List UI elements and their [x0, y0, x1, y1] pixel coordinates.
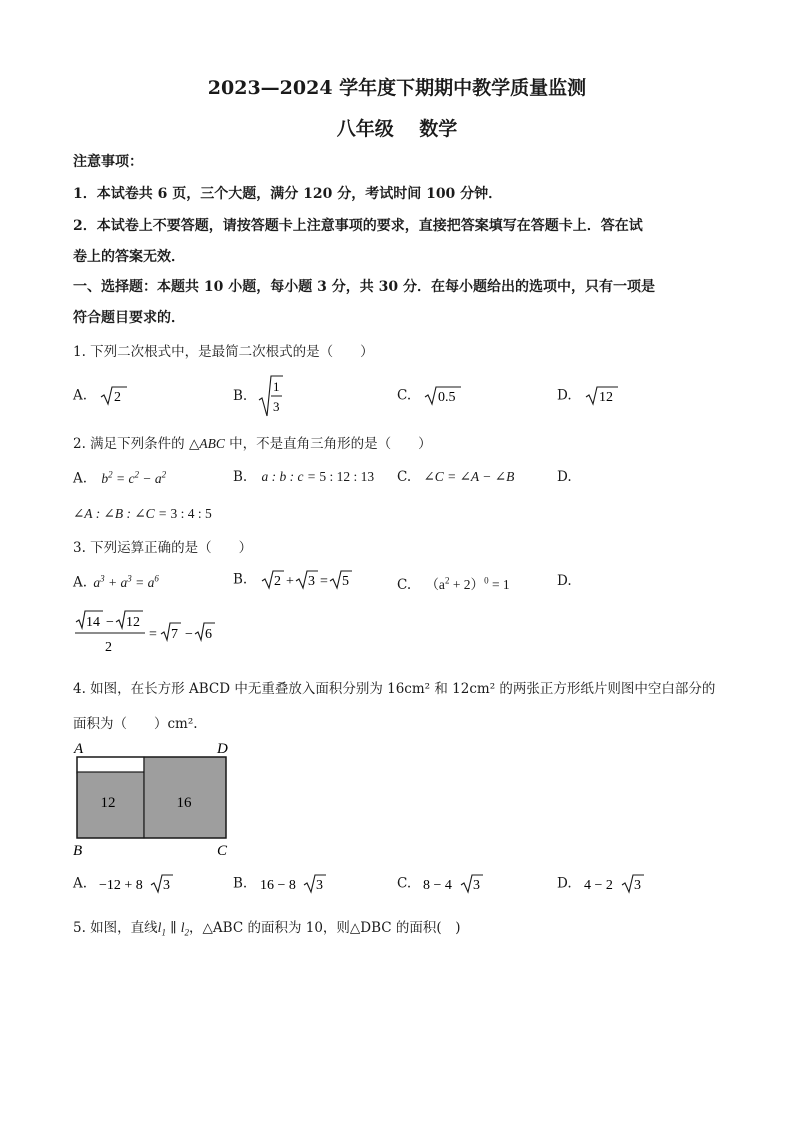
q4-a-math: [97, 873, 177, 895]
svg-text:0.5: 0.5: [438, 390, 456, 405]
svg-text:7: 7: [171, 627, 178, 642]
q3-option-a: [73, 573, 159, 591]
option-label: C.: [397, 577, 412, 593]
q5-stem-head: 5. 如图，直线: [73, 920, 158, 936]
option-label: D.: [557, 387, 572, 404]
svg-text:2: 2: [105, 640, 112, 655]
square-small-label: 12: [100, 795, 116, 811]
q4-option-b: [233, 873, 328, 895]
option-label: B.: [233, 388, 248, 404]
option-label: B.: [233, 571, 248, 588]
q3-c-math: $(a^2 + 2)^0 = 1$: [425, 575, 510, 592]
vertex-d-label: D: [217, 741, 228, 757]
option-label: C.: [397, 387, 412, 404]
svg-text:=: =: [319, 574, 328, 589]
svg-text:3: 3: [473, 878, 481, 893]
q2-option-d: [557, 469, 572, 485]
question-4-stem-line-2: 面积为（ ）cm².: [73, 716, 198, 732]
q1-a-math: [99, 385, 129, 407]
option-label: B.: [233, 469, 248, 485]
q3-option-d: [557, 573, 572, 589]
q1-a-radicand: 2: [114, 390, 122, 405]
svg-text:1: 1: [272, 379, 280, 394]
svg-text:12: 12: [126, 615, 140, 630]
option-label: A.: [73, 574, 88, 591]
q3-a-math: $a^3 + a^3 = a^6$: [93, 573, 159, 590]
q5-line-l1: $l_1$: [157, 920, 166, 938]
q3-option-b: [233, 569, 372, 591]
vertex-b-label: B: [73, 843, 83, 859]
q3-option-c: [397, 573, 510, 593]
q2-triangle: △ABC: [188, 436, 225, 451]
svg-text:+: +: [285, 574, 294, 589]
option-label: A.: [73, 875, 88, 892]
svg-text:−12 + 8: −12 + 8: [99, 878, 144, 893]
q3-b-math: [260, 569, 372, 591]
option-label: D.: [557, 875, 572, 892]
section-heading-line-1: 一、选择题：本题共 10 小题，每小题 3 分，共 30 分．在每小题给出的选项中，只有一项是: [73, 279, 655, 295]
option-label: B.: [233, 875, 248, 892]
svg-text:4 − 2: 4 − 2: [583, 878, 613, 893]
q2-option-a: [73, 469, 166, 487]
svg-text:=: =: [149, 627, 157, 642]
option-label: D.: [557, 573, 572, 589]
q2-d-math: ∠A : ∠B : ∠C = 3 : 4 : 5: [73, 506, 212, 521]
vertex-c-label: C: [217, 843, 228, 859]
svg-text:3: 3: [633, 878, 641, 893]
square-large-label: 16: [176, 795, 192, 811]
q3-d-math: [73, 608, 223, 656]
blank-region-top: [77, 757, 144, 773]
q2-a-math: $b^2 = c^2 - a^2$: [101, 469, 167, 486]
q2-option-b: [233, 469, 374, 485]
vertex-a-label: A: [74, 741, 84, 757]
q4-b-math: [258, 873, 328, 895]
option-label: D.: [557, 469, 572, 485]
svg-text:2: 2: [273, 574, 281, 589]
option-label: A.: [73, 470, 88, 487]
question-5-stem: [73, 916, 460, 938]
svg-text:3: 3: [272, 399, 280, 414]
q2-stem-text: 2. 满足下列条件的: [73, 436, 189, 452]
svg-text:16 − 8: 16 − 8: [259, 878, 296, 893]
q4-option-d: [557, 873, 646, 895]
svg-text:5: 5: [341, 574, 349, 589]
q2-option-c: [397, 469, 514, 485]
exam-subtitle: 八年级 数学: [336, 118, 458, 140]
q1-d-math: [584, 385, 620, 407]
notes-item-1: 1．本试卷共 6 页，三个大题，满分 120 分，考试时间 100 分钟．: [73, 186, 503, 202]
q5-stem-tail: ，△ABC 的面积为 10，则△DBC 的面积( ): [189, 920, 461, 936]
svg-text:−: −: [185, 627, 193, 642]
svg-text:3: 3: [315, 878, 323, 893]
svg-text:3: 3: [307, 574, 315, 589]
question-3-stem: 3. 下列运算正确的是（ ）: [73, 540, 253, 556]
q2-b-math: a : b : c = 5 : 12 : 13: [261, 469, 375, 484]
svg-text:12: 12: [598, 390, 613, 405]
option-label: C.: [397, 469, 412, 485]
q4-c-math: [421, 873, 485, 895]
svg-text:6: 6: [205, 627, 212, 642]
q1-option-b: [233, 374, 284, 418]
q1-option-c: [397, 385, 463, 407]
svg-text:14: 14: [86, 615, 100, 630]
q5-parallel: ∥: [165, 920, 181, 936]
notes-item-2-line-1: 2．本试卷上不要答题，请按答题卡上注意事项的要求，直接把答案填写在答题卡上．答在试: [73, 218, 643, 234]
option-label: A.: [73, 387, 88, 404]
q1-option-d: [557, 385, 620, 407]
q4-option-c: [397, 873, 485, 895]
q2-c-math: ∠C = ∠A − ∠B: [423, 469, 515, 484]
exam-title: 2023—2024 学年度下期期中教学质量监测: [207, 77, 587, 99]
svg-text:3: 3: [163, 878, 171, 893]
rectangle-figure: [70, 740, 260, 860]
question-4-stem-line-1: 4. 如图，在长方形 ABCD 中无重叠放入面积分别为 16cm² 和 12cm² 的两张正方形纸片则图中空白部分的: [73, 681, 716, 697]
svg-text:8 − 4: 8 − 4: [423, 878, 453, 893]
q4-option-a: [73, 873, 177, 895]
notes-heading: 注意事项：: [73, 154, 143, 170]
svg-text:−: −: [106, 615, 114, 630]
notes-item-2-line-2: 卷上的答案无效．: [73, 249, 185, 265]
section-heading-line-2: 符合题目要求的．: [73, 310, 185, 326]
q4-d-math: [582, 873, 646, 895]
q5-line-l2: $l_2$: [180, 920, 190, 938]
q1-b-math: [258, 374, 284, 418]
q1-option-a: [73, 385, 129, 407]
q1-c-math: [423, 385, 463, 407]
question-1-stem: 1. 下列二次根式中，是最简二次根式的是（ ）: [73, 344, 374, 360]
option-label: C.: [397, 875, 412, 892]
question-2-stem: [73, 432, 432, 452]
q2-stem-tail: 中，不是直角三角形的是（ ）: [224, 436, 432, 452]
